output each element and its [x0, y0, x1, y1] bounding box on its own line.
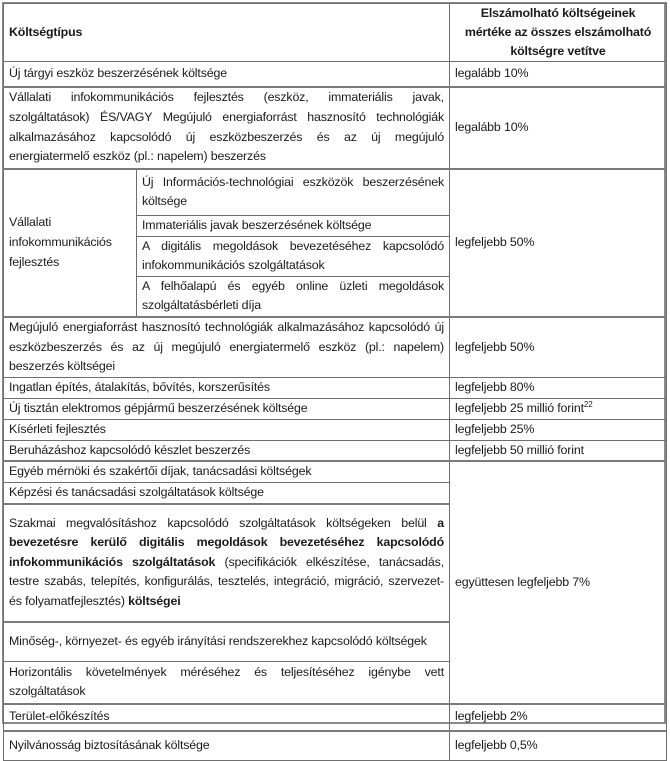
limit-text: legfeljebb 25 millió forint — [455, 400, 584, 415]
limit-cell: legfeljebb 2% — [450, 704, 667, 731]
limit-cell: legfeljebb 50% — [450, 317, 667, 377]
limit-cell: legfeljebb 50 millió forint — [450, 440, 667, 461]
header-line-3: költségre vetítve — [510, 44, 606, 58]
cost-type-cell: Új tárgyi eszköz beszerzésének költsége — [4, 62, 450, 87]
cost-type-cell: Nyilvánosság biztosításának költsége — [4, 731, 450, 761]
bold-text-part: a bevezetésre kerülő digitális megoldások bevezetéséhez kapcsolódó infokommunikációs szolgáltatások — [9, 515, 445, 569]
limit-cell-services: együttesen legfeljebb 7% — [450, 461, 667, 703]
table-row-ikt-group — [4, 169, 667, 216]
cost-type-cell: Kísérleti fejlesztés — [4, 419, 450, 440]
table-row — [4, 419, 667, 440]
group-label-ikt: Vállalati infokommunikációs fejlesztés — [4, 169, 137, 317]
limit-cell: legalább 10% — [450, 62, 667, 87]
services-item: Minőség-, környezet- és egyéb irányítási rendszerekhez kapcsolódó költségek — [4, 622, 450, 662]
table-row — [4, 731, 667, 761]
services-item: Képzési és tanácsadási szolgáltatások költsége — [4, 482, 450, 503]
table-header-row — [4, 4, 667, 62]
cost-type-table — [3, 3, 667, 761]
table-row — [4, 704, 667, 731]
ikt-subitem: Új Információs-technológiai eszközök beszerzésének költsége — [137, 169, 450, 216]
services-item-digital — [4, 504, 450, 622]
bold-text-part: költségei — [128, 593, 181, 608]
table-row — [4, 317, 667, 377]
table-row — [4, 377, 667, 398]
header-line-1: Elszámolható költségeinek — [480, 6, 636, 20]
ikt-subitem: A felhőalapú és egyéb online üzleti megoldások szolgáltatásbérleti díja — [137, 276, 450, 317]
cost-type-cell: Beruházáshoz kapcsolódó készlet beszerzés — [4, 440, 450, 461]
text-part: Szakmai megvalósításhoz kapcsolódó szolgáltatások költségeken belül — [9, 515, 438, 530]
limit-cell-ikt: legfeljebb 50% — [450, 169, 667, 317]
ikt-subitem: Immateriális javak beszerzésének költsége — [137, 216, 450, 237]
limit-cell: legfeljebb 25% — [450, 419, 667, 440]
footnote-ref[interactable]: 22 — [583, 399, 593, 409]
limit-cell: legfeljebb 0,5% — [450, 731, 667, 761]
ikt-subitem: A digitális megoldások bevezetéséhez kapcsolódó infokommunikációs szolgáltatások — [137, 236, 450, 276]
table-row — [4, 87, 667, 169]
limit-cell: legalább 10% — [450, 87, 667, 169]
header-line-2: mértéke az összes elszámolható — [464, 25, 652, 39]
header-cost-type: Költségtípus — [4, 4, 450, 62]
table-row-services-group — [4, 461, 667, 482]
table-row — [4, 398, 667, 419]
cost-type-cell: Ingatlan építés, átalakítás, bővítés, korszerűsítés — [4, 377, 450, 398]
services-item: Egyéb mérnöki és szakértői díjak, tanácsadási költségek — [4, 461, 450, 482]
table-row — [4, 440, 667, 461]
cost-type-cell: Terület-előkészítés — [4, 704, 450, 731]
services-item: Horizontális követelmények méréséhez és teljesítéséhez igénybe vett szolgáltatások — [4, 662, 450, 704]
header-eligible-share — [450, 4, 667, 62]
cost-type-cell: Megújuló energiaforrást hasznosító technológiák alkalmazásához kapcsolódó új eszközbeszerzés és az új megújuló energiatermelő eszköz (pl.: napelem) beszerzés költségei — [4, 317, 450, 377]
limit-cell — [450, 398, 667, 419]
table-row — [4, 62, 667, 87]
text-part: (specifikációk elkészítése, tanácsadás, testre szabás, telepítés, konfigurálás, tesztelés, integráció, migráció, szervezet- és folyamatfejlesztés) — [9, 554, 445, 608]
cost-type-cell: Vállalati infokommunikációs fejlesztés (eszköz, immateriális javak, szolgáltatások) ÉS/VAGY Megújuló energiaforrást hasznosító technológiák alkalmazásához kapcsolódó új eszközbeszerzés és az új megújuló energiatermelő eszköz (pl.: napelem) beszerzés — [4, 87, 450, 169]
cost-type-cell: Új tisztán elektromos gépjármű beszerzésének költsége — [4, 398, 450, 419]
limit-cell: legfeljebb 80% — [450, 377, 667, 398]
